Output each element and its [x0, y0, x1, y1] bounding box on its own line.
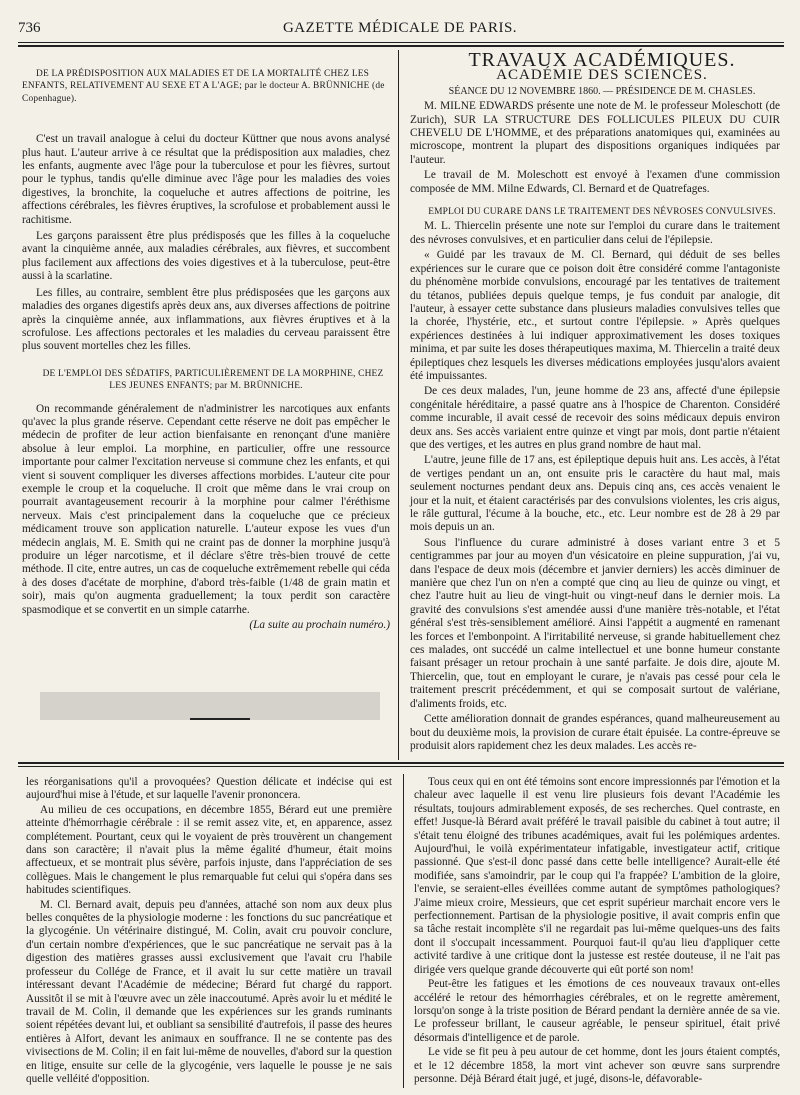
paragraph: Les garçons paraissent être plus prédisposés que les filles à la coqueluche avant la cinquième année, aux maladies cérébrales, aux fièvres, et succombent plus facilement aux affections des voies digestives et à la tuberculose, peut-être aussi à la scarlatine.: [22, 230, 390, 283]
page-header: [0, 0, 800, 42]
feuilleton-rule-top: [18, 762, 784, 764]
paragraph: Cette amélioration donnait de grandes espérances, quand malheureusement au bout du deuxième mois, la provision de curare était épuisée. La contre-épreuve se produisit alors rapidement chez les deux malades. Les accès re-: [410, 713, 780, 752]
right-column: [410, 49, 780, 755]
paragraph: Peut-être les fatigues et les émotions de ces nouveaux travaux ont-elles accéléré le retour des hémorrhagies cérébrales, et on le regrette amèrement, lorsqu'on songe à la triste position de Bérard pendant la dernière année de sa vie. Le professeur brillant, le causeur agréable, le penseur spirituel, était privé désormais d'intelligence et de parole.: [414, 978, 780, 1044]
paragraph: Au milieu de ces occupations, en décembre 1855, Bérard eut une première atteinte d'hémorrhagie cérébrale : il se remit assez vite, et, en apparence, assez complétement. Pourtant, ceux qui le voyaient de près trouvèrent un changement dans son caractère; il n'avait plus la même égalité d'humeur, était moins affectueux, et se montrait plus sévère, parfois injuste, dans l'appréciation de ses collègues. Mais le changement le plus remarquable fut celui qui s'opéra dans ses habitudes scientifiques.: [26, 803, 392, 897]
header-rule: [18, 42, 784, 43]
paragraph: Le travail de M. Moleschott est envoyé à l'examen d'une commission composée de MM. Milne Edwards, Cl. Bernard et de Quatrefages.: [410, 169, 780, 195]
curare-title: EMPLOI DU CURARE DANS LE TRAITEMENT DES NÉVROSES CONVULSIVES.: [428, 207, 776, 218]
paragraph: M. MILNE EDWARDS présente une note de M. le professeur Moleschott (de Zurich), SUR LA STRUCTURE DES FOLLICULES PILEUX DU CUIR CHEVELU DE L'HOMME, et des préparations anatomiques qui, examinées au microscope, montrent la plupart des dispositions organiques indiquées par l'auteur.: [410, 100, 780, 166]
paragraph: Sous l'influence du curare administré à doses variant entre 3 et 5 centigrammes par jour au moyen d'un vésicatoire en pleine suppuration, j'ai vu, dans l'espace de deux mois (décembre et janvier derniers) les accès diminuer de manière que chez l'un on n'en a compté que cinq au lieu de quinze ou vingt, et chez l'autre huit au lieu de vingt-huit ou vingt-neuf dans le dernier mois. La gravité des convulsions s'est amendée aussi d'une manière très-notable, et l'état général s'est très-sensiblement amélioré. Ainsi l'appétit a augmenté en ramenant les forces et l'embonpoint. A l'irritabilité nerveuse, si grande habituellement chez ces malades, ont succédé un calme intellectuel et une bonne humeur constante faisant présager un retour prochain à une santé parfaite. Je dois dire, ajoute M. Thiercelin, que, tout en employant le curare, je n'avais pas cessé pour cela le traitement prescrit précédemment, et qui se composait surtout de valériane, d'aliments froids, etc.: [410, 536, 780, 710]
to-be-continued: (La suite au prochain numéro.): [249, 619, 390, 632]
paragraph: On recommande généralement de n'administrer les narcotiques aux enfants qu'avec la plus grande réserve. Cependant cette réserve ne doit pas empêcher le médecin de profiter de leur action bienfaisante en renonçant d'une manière absolue à leur emploi. La morphine, en particulier, offre une ressource importante pour calmer l'excitation nerveuse si commune chez les enfants, et qui vient si souvent compliquer les diverses affections morbides. L'auteur cite pour exemple le croup et la coqueluche. Il croit que même dans le vrai croup on pourrait avantageusement recourir à la morphine pour calmer l'éréthisme nerveux. Mais c'est principalement dans la coqueluche que ce précieux médicament trouve son application naturelle. L'auteur expose les vues d'un médecin anglais, M. E. Smith qui ne craint pas de donner la morphine jusqu'à produire un léger narcotisme, et il déclare s'être très-bien trouvé de cette méthode. Il cite, entre autres, un cas de coqueluche extrêmement rebelle qui céda à des doses d'acétate de morphine, d'abord très-faible (1/48 de grain matin et soir), mais qu'on augmenta graduellement; la toux perdit son caractère spasmodique et se convertit en un simple catarrhe.: [22, 402, 390, 616]
feuilleton-rule-bottom: [18, 766, 784, 767]
page-number: 736: [18, 20, 41, 36]
section-title: TRAVAUX ACADÉMIQUES.: [468, 49, 736, 71]
article-title-predisposition: DE LA PRÉDISPOSITION AUX MALADIES ET DE LA MORTALITÉ CHEZ LES ENFANTS, RELATIVEMENT AU SEXE ET A L'AGE; par le docteur A. BRÜNNICHE (de Copenhague).: [22, 69, 385, 104]
academy-title: ACADÉMIE DES SCIENCES.: [496, 67, 708, 84]
header-rule-thick: [18, 45, 784, 47]
printing-smudge: [40, 692, 380, 720]
feuilleton-divider: [403, 774, 404, 1088]
column-divider: [398, 50, 399, 760]
paragraph: L'autre, jeune fille de 17 ans, est épileptique depuis huit ans. Les accès, à l'état de vertiges pendant un an, ont ensuite pris le caractère du haut mal, mais seulement nocturnes pendant deux ans. Depuis cinq ans, ces accès venaient le jour et la nuit, et étaient caractérisés par des convulsions violentes, les cris aigus, le râle guttural, l'écume à la bouche, etc., etc. Leur nombre est de 28 à 29 par mois depuis un an.: [410, 454, 780, 534]
paragraph: M. L. Thiercelin présente une note sur l'emploi du curare dans le traitement des névroses convulsives, et en particulier dans celui de l'épilepsie.: [410, 220, 780, 246]
paragraph: les réorganisations qu'il a provoquées? Question délicate et indécise qui est aujourd'hui mise à l'étude, et sur laquelle l'avenir prononcera.: [26, 776, 392, 802]
paragraph: Les filles, au contraire, semblent être plus prédisposées que les garçons aux maladies des organes digestifs après deux ans, aux diverses affections de poitrine après la cinquième année, aux inflammations, aux fièvres éruptives et à la scrofulose. Les affections pectorales et les maladies du cerveau paraissent être plus souvent mortelles chez les filles.: [22, 286, 390, 353]
paragraph: « Guidé par les travaux de M. Cl. Bernard, qui déduit de ses belles expériences sur le curare que ce poison doit être considéré comme l'antagoniste du phénomène morbide convulsions, encouragé par les tentatives de traitement du tétanos, publiées depuis quelque temps, je fus conduit par analogie, dit l'auteur, à essayer cette substance dans plusieurs maladies convulsives telles que la chorée, l'hystérie, etc., et surtout contre l'épilepsie. » Après quelques expériences destinées à lui indiquer approximativement les doses toxiques minima, et par suite les doses thérapeutiques maxima, M. Thiercelin a traité deux épileptiques chez lesquels les diverses médications employées jusqu'alors avaient été impuissantes.: [410, 249, 780, 382]
article-end-rule: [190, 718, 250, 720]
feuilleton-left: [26, 776, 392, 1087]
article-title-sedatifs: DE L'EMPLOI DES SÉDATIFS, PARTICULIÈREMENT DE LA MORPHINE, CHEZ LES JEUNES ENFANTS; par M. BRÜNNICHE.: [42, 368, 384, 392]
left-column: [22, 68, 390, 634]
paragraph: De ces deux malades, l'un, jeune homme de 23 ans, affecté d'une épilepsie congénitale héréditaire, a passé quatre ans à l'hospice de Charenton. Considéré comme incurable, il avait cessé de recevoir des soins médicaux depuis environ deux ans. Ses accès variaient entre quinze et vingt par mois, dont partie n'étaient que des vertiges, et les autres en plus grand nombre de haut mal.: [410, 385, 780, 451]
paragraph: Tous ceux qui en ont été témoins sont encore impressionnés par l'émotion et la chaleur avec laquelle il est venu lire plusieurs fois devant l'Académie les résultats, toujours admirablement exposés, de ses recherches. Quel contraste, en effet! Jusque-là Bérard avait préféré le travail paisible du cabinet à tout autre; il s'était tenu éloigné des tribunes académiques, avait fui les polémiques ardentes. Aujourd'hui, le voilà expérimentateur infatigable, investigateur actif, critique passionné. Que s'est-il donc passé dans cette belle intelligence? Aurait-elle été modifiée, sans s'amoindrir, par le coup qui l'a frappée? L'ambition de la gloire, l'envie, se seraient-elles éveillées comme autant de symptômes pathologiques? J'aime mieux croire, Messieurs, que cet esprit supérieur marchait encore vers le perfectionnement. Partisan de la physiologie positive, il avait compris enfin que sa tâche restait incomplète s'il ne regardait pas lui-même quelques-uns des faits dont il s'occupait incessamment. Pourquoi faut-il qu'au lieu d'appliquer cette activité tardive à une critique dont la justesse est restée douteuse, il ne l'ait pas dirigée vers quelque grande découverte qui eût porté son nom!: [414, 776, 780, 976]
journal-title: GAZETTE MÉDICALE DE PARIS.: [282, 20, 518, 36]
paragraph: C'est un travail analogue à celui du docteur Küttner que nous avons analysé plus haut. L'auteur arrive à ce résultat que la prédisposition aux maladies, chez les enfants, augmente avec l'âge pour la tuberculose et pour les fièvres, surtout pour le typhus, tandis qu'elle diminue avec l'âge pour les maladies des voies digestives, la bronchite, la coqueluche et autres affections de poitrine, les affections cérébrales, les fièvres éruptives, la scrofulose et probablement aussi le rachitisme.: [22, 133, 390, 226]
paragraph: Le vide se fit peu à peu autour de cet homme, dont les jours étaient comptés, et le 12 décembre 1858, la mort vint achever son œuvre sans surprendre personne. Déjà Bérard était jugé, et jugé, disons-le, défavorable-: [414, 1046, 780, 1085]
paragraph: M. Cl. Bernard avait, depuis peu d'années, attaché son nom aux deux plus belles conquêtes de la physiologie moderne : les fonctions du suc pancréatique et la glycogénie. Un vétérinaire distingué, M. Colin, avait cru pouvoir conclure, d'un certain nombre d'expériences, que le suc pancréatique ne servait pas à la digestion des matières grasses aussi exclusivement que l'avait cru l'habile professeur du Collége de France, et il avait lu sur cette matière un travail intéressant devant l'Académie de médecine; Bérard fut chargé du rapport. Aussitôt il se mit à l'œuvre avec un zèle inaccoutumé. Après avoir lu et médité le travail de M. Colin, il demande que les expériences sur les grands ruminants soient répétées devant lui, et oubliant sa sensibilité d'autrefois, il passe des heures entières à Alfort, devant les animaux en souffrance. Il ne se contente pas des vivisections de M. Colin; il en fait lui-même de nouvelles, d'abord sur la question en litige, ensuite sur celle de la glycogénie, vers laquelle le pousse je ne sais quelle velléité d'opposition.: [26, 898, 392, 1085]
feuilleton-right: [414, 776, 780, 1087]
session-line: SÉANCE DU 12 NOVEMBRE 1860. — PRÉSIDENCE DE M. CHASLES.: [448, 85, 756, 97]
